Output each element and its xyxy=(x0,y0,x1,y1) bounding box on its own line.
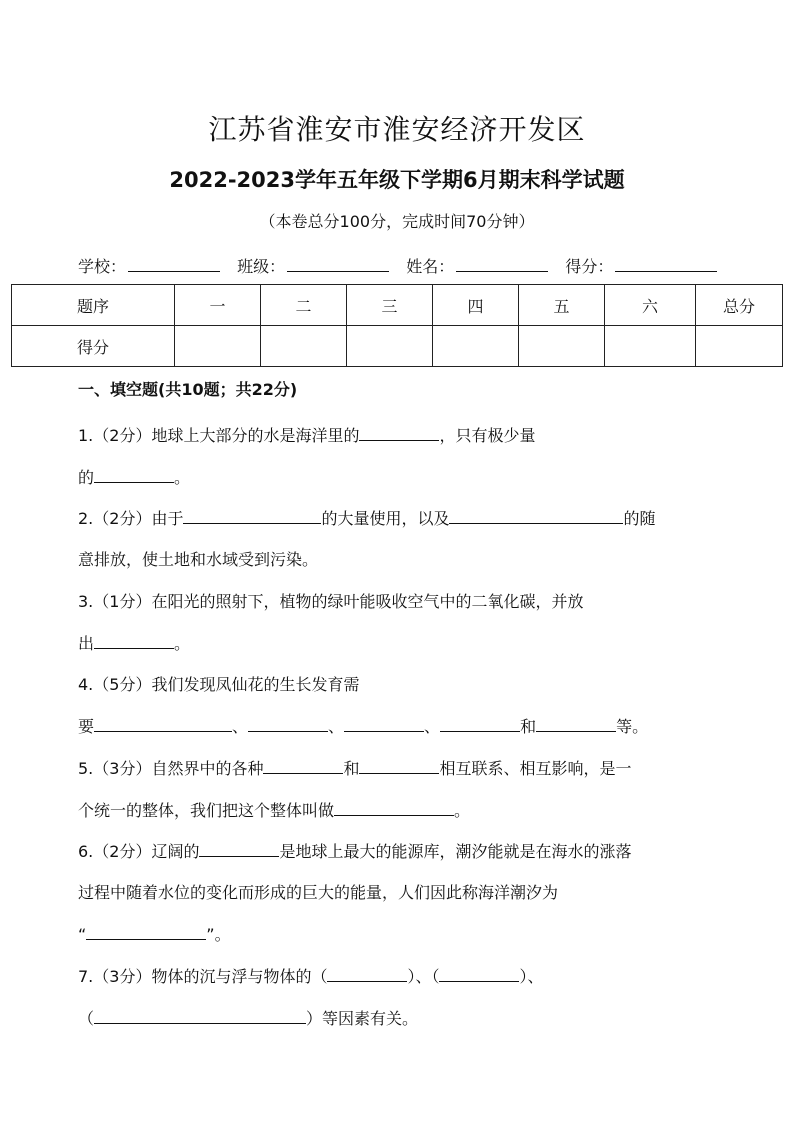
answer-blank[interactable] xyxy=(248,713,328,732)
question-5-line-1 xyxy=(78,755,631,779)
question-text: 相互联系、相互影响，是一 xyxy=(439,759,632,778)
header-cell: 四 xyxy=(433,285,519,326)
question-2-line-2 xyxy=(78,547,318,570)
answer-blank[interactable] xyxy=(94,630,174,649)
question-text: 和 xyxy=(520,717,537,736)
student-info-line xyxy=(78,253,729,277)
question-text: 和 xyxy=(343,759,360,778)
question-text: 。 xyxy=(174,634,191,653)
question-text: 意排放，使土地和水域受到污染。 xyxy=(78,550,319,569)
answer-blank[interactable] xyxy=(94,1005,306,1024)
question-text: 4.（5分）我们发现凤仙花的生长发育需 xyxy=(78,675,360,694)
question-text: ，只有极少量 xyxy=(439,426,536,445)
answer-blank[interactable] xyxy=(86,921,206,940)
question-7-line-2 xyxy=(78,1005,418,1029)
score-blank[interactable] xyxy=(615,253,717,272)
question-text: 。 xyxy=(174,468,191,487)
question-7-line-1 xyxy=(78,963,543,987)
row-label-cell: 得分 xyxy=(12,326,175,367)
question-text: 。 xyxy=(454,801,471,820)
question-text: 6.（2分）辽阔的 xyxy=(78,842,200,861)
question-text: 等。 xyxy=(616,717,649,736)
header-cell: 二 xyxy=(261,285,347,326)
score-cell[interactable] xyxy=(261,326,347,367)
answer-blank[interactable] xyxy=(440,713,520,732)
score-cell[interactable] xyxy=(347,326,433,367)
question-4-line-1 xyxy=(78,672,359,695)
answer-blank[interactable] xyxy=(536,713,616,732)
question-text: 、 xyxy=(232,717,249,736)
answer-blank[interactable] xyxy=(327,963,407,982)
question-text: 个统一的整体，我们把这个整体叫做 xyxy=(78,801,335,820)
question-1-line-1 xyxy=(78,422,535,446)
question-2-line-1 xyxy=(78,505,655,529)
question-text: 要 xyxy=(78,717,95,736)
header-cell: 一 xyxy=(175,285,261,326)
class-label: 班级： xyxy=(237,257,286,276)
answer-blank[interactable] xyxy=(334,797,454,816)
header-cell: 总分 xyxy=(696,285,783,326)
score-cell[interactable] xyxy=(433,326,519,367)
question-3-line-2 xyxy=(78,630,190,654)
question-text: 1.（2分）地球上大部分的水是海洋里的 xyxy=(78,426,360,445)
document-subtitle: 2022-2023学年五年级下学期6月期末科学试题 xyxy=(169,168,625,192)
score-table-header-row xyxy=(12,285,783,326)
question-text: ）、（ xyxy=(407,967,440,986)
question-6-line-1 xyxy=(78,838,631,862)
school-label: 学校： xyxy=(78,257,127,276)
document-title: 江苏省淮安市淮安经济开发区 xyxy=(208,113,586,146)
question-text: ）、 xyxy=(519,967,544,986)
section-heading: 一、填空题(共10题；共22分) xyxy=(78,380,298,399)
question-text: 的 xyxy=(78,468,95,487)
score-cell[interactable] xyxy=(605,326,696,367)
name-label: 姓名： xyxy=(406,257,455,276)
score-label: 得分： xyxy=(565,257,614,276)
answer-blank[interactable] xyxy=(439,963,519,982)
header-cell: 五 xyxy=(519,285,605,326)
score-cell[interactable] xyxy=(696,326,783,367)
score-table-score-row xyxy=(12,326,783,367)
question-text: ）等因素有关。 xyxy=(306,1009,419,1028)
answer-blank[interactable] xyxy=(359,422,439,441)
question-text: （ xyxy=(78,1009,95,1028)
question-1-line-2 xyxy=(78,464,190,488)
name-blank[interactable] xyxy=(456,253,548,272)
question-text: “ xyxy=(78,925,87,944)
question-text: ”。 xyxy=(206,925,231,944)
header-cell: 三 xyxy=(347,285,433,326)
answer-blank[interactable] xyxy=(94,713,232,732)
question-text: 是地球上最大的能源库，潮汐能就是在海水的涨落 xyxy=(279,842,632,861)
question-text: 、 xyxy=(424,717,441,736)
score-table xyxy=(11,284,783,367)
header-cell: 六 xyxy=(605,285,696,326)
question-6-line-3 xyxy=(78,921,231,945)
question-text: 出 xyxy=(78,634,95,653)
question-text: 5.（3分）自然界中的各种 xyxy=(78,759,264,778)
question-text: 过程中随着水位的变化而形成的巨大的能量，人们因此称海洋潮汐为 xyxy=(78,883,559,902)
score-cell[interactable] xyxy=(175,326,261,367)
answer-blank[interactable] xyxy=(344,713,424,732)
header-cell: 题序 xyxy=(12,285,175,326)
question-text: 3.（1分）在阳光的照射下，植物的绿叶能吸收空气中的二氧化碳，并放 xyxy=(78,592,584,611)
question-3-line-1 xyxy=(78,589,583,612)
school-blank[interactable] xyxy=(128,253,220,272)
question-6-line-2 xyxy=(78,880,558,903)
question-text: 7.（3分）物体的沉与浮与物体的（ xyxy=(78,967,328,986)
exam-note: （本卷总分100分，完成时间70分钟） xyxy=(259,212,535,231)
answer-blank[interactable] xyxy=(359,755,439,774)
question-text: 、 xyxy=(328,717,345,736)
answer-blank[interactable] xyxy=(199,838,279,857)
answer-blank[interactable] xyxy=(183,505,321,524)
answer-blank[interactable] xyxy=(449,505,623,524)
question-text: 2.（2分）由于 xyxy=(78,509,184,528)
question-text: 的大量使用，以及 xyxy=(321,509,450,528)
answer-blank[interactable] xyxy=(94,464,174,483)
class-blank[interactable] xyxy=(287,253,389,272)
question-5-line-2 xyxy=(78,797,470,821)
question-4-line-2 xyxy=(78,713,648,737)
answer-blank[interactable] xyxy=(263,755,343,774)
score-cell[interactable] xyxy=(519,326,605,367)
question-text: 的随 xyxy=(623,509,656,528)
